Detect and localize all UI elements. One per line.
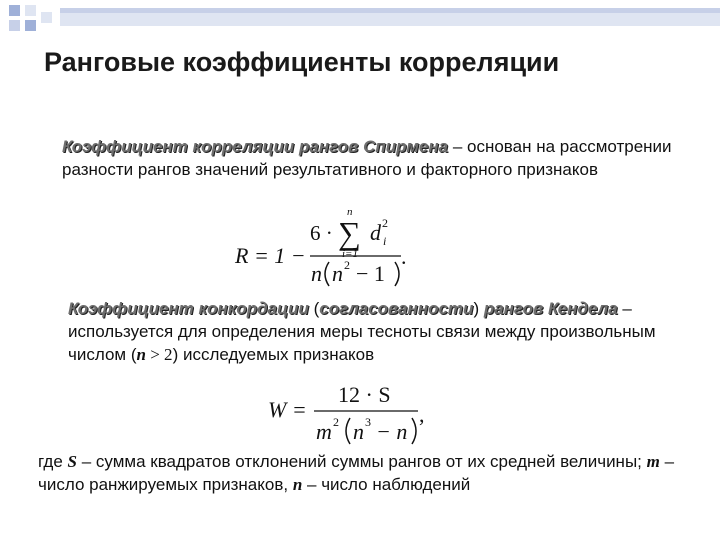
- deco-square-5: [41, 12, 52, 23]
- spearman-d: d: [370, 220, 381, 245]
- spearman-sigma: ∑: [338, 215, 361, 251]
- header-decoration: [0, 0, 720, 42]
- spearman-six: 6 ·: [310, 221, 333, 245]
- spearman-description: – основан на рассмотрении разности рангов значений результативного и факторного признаков: [62, 137, 672, 179]
- spearman-paren-close: [395, 262, 399, 286]
- spearman-paragraph: [62, 135, 702, 181]
- kendall-formula: [262, 380, 442, 450]
- kendall-term-3: рангов Кендела: [483, 299, 618, 318]
- spearman-den-sq: 2: [344, 258, 350, 272]
- deco-square-1: [9, 5, 20, 16]
- spearman-den-n: n: [311, 261, 322, 286]
- kendall-lhs: W =: [268, 397, 307, 422]
- kendall-minus-n: − n: [376, 419, 408, 444]
- kendall-comma: ,: [419, 402, 425, 427]
- kendall-n-exp: 3: [365, 415, 371, 429]
- footnote-text-1: – сумма квадратов отклонений суммы рангов от их средней величины;: [77, 452, 647, 471]
- footnote-m: m: [646, 452, 660, 471]
- kendall-paren-close: ): [473, 299, 484, 318]
- footnote-S: S: [67, 452, 78, 471]
- deco-square-2: [25, 5, 36, 16]
- kendall-n-variable: n: [136, 345, 146, 364]
- kendall-m: m: [316, 419, 332, 444]
- spearman-sigma-upper: n: [347, 206, 353, 218]
- kendall-description-2: ) исследуемых признаков: [172, 345, 375, 364]
- spearman-paren-open: [325, 262, 329, 286]
- slide-title: Ранговые коэффициенты корреляции: [44, 47, 560, 77]
- kendall-paren-close: [412, 418, 416, 444]
- spearman-period: .: [401, 244, 407, 269]
- footnote-text-3: – число наблюдений: [302, 475, 471, 494]
- kendall-paragraph: [68, 297, 708, 366]
- kendall-numerator: 12 · S: [338, 382, 391, 407]
- kendall-m-exp: 2: [333, 415, 339, 429]
- spearman-den-n2: n: [332, 261, 343, 286]
- kendall-description-1: – используется для определения меры тесноты связи между произвольным числом (: [68, 299, 656, 364]
- spearman-d-exp: 2: [382, 216, 388, 230]
- kendall-condition: > 2: [145, 345, 173, 364]
- footnote-n: n: [292, 475, 303, 494]
- footnote-paragraph: [38, 450, 718, 496]
- kendall-paren-open: (: [308, 299, 320, 318]
- kendall-n: n: [353, 419, 364, 444]
- footnote-where: где: [38, 452, 68, 471]
- spearman-formula: [225, 200, 425, 290]
- deco-square-4: [25, 20, 36, 31]
- kendall-term-1: Коэффициент конкордации: [68, 299, 309, 318]
- spearman-lhs: R = 1 −: [235, 243, 306, 268]
- kendall-term-2: согласованности: [319, 299, 474, 318]
- deco-square-3: [9, 20, 20, 31]
- deco-bar-inner: [60, 8, 720, 13]
- kendall-paren-open: [346, 418, 350, 444]
- spearman-term: Коэффициент корреляции рангов Спирмена: [62, 137, 449, 156]
- spearman-sigma-lower: i=1: [342, 248, 358, 260]
- spearman-d-sub: i: [383, 234, 387, 248]
- spearman-den-minus1: − 1: [356, 261, 385, 286]
- footnote-text-2: – число ранжируемых признаков,: [38, 452, 675, 494]
